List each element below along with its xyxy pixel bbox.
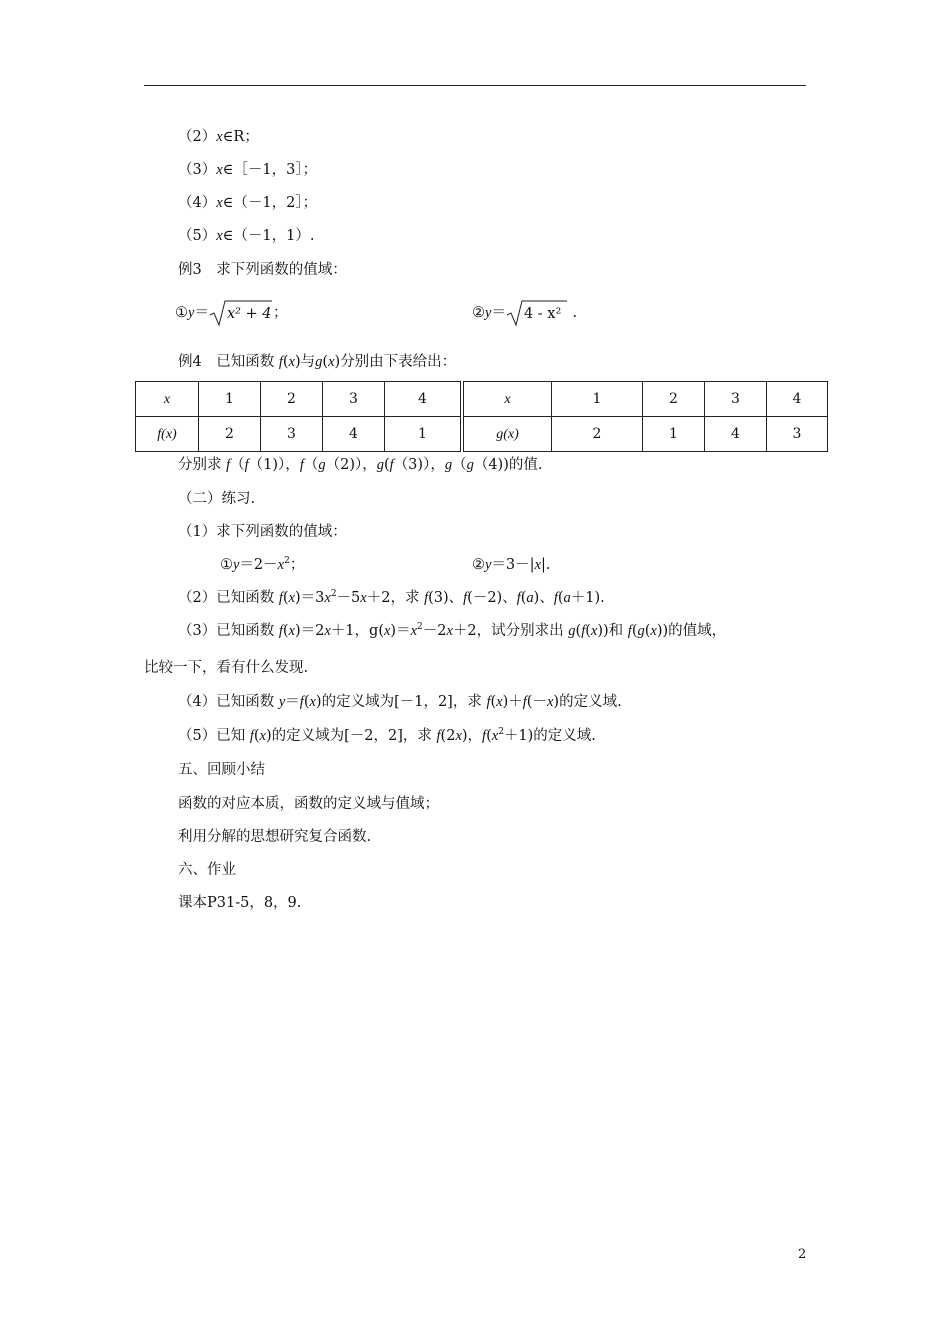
practice-heading: （二）练习. [178,491,256,507]
practice-3-continued: 比较一下，看有什么发现. [144,660,309,676]
item-2: （2）x∈R； [178,129,259,145]
practice-1-part-b: ②y＝3－|x|. [472,557,551,573]
sqrt-symbol: x² + 4 [209,298,273,328]
practice-1: （1）求下列函数的值域： [178,524,347,540]
practice-4: （4）已知函数 y＝f(x)的定义域为[－1，2]，求 f(x)＋f(－x)的定义域. [178,694,622,710]
summary-line-1: 函数的对应本质，函数的定义域与值域； [178,796,439,812]
sqrt-symbol: 4 - x² [506,298,568,328]
example-4-question: 分别求 f（f（1)），f（g（2)），g(f（3)），g（g（4))的值. [178,457,543,473]
item-4: （4）x∈（－1，2］； [178,195,318,211]
item-5: （5）x∈（－1，1）. [178,228,315,244]
function-value-table [135,381,828,452]
example-4-heading: 例4 已知函数 f(x)与g(x)分别由下表给出： [178,354,457,370]
practice-2: （2）已知函数 $f(x)=3x^2-5x+2$，求 f(3)、f(－2)、f(a)、f(a＋1). [178,589,605,606]
page-number: 2 [798,1247,807,1262]
summary-line-2: 利用分解的思想研究复合函数. [178,829,372,845]
practice-3: （3）已知函数 f(x)＝2x＋1，$g(x)=x^2-2x+2$，试分别求出 g(f(x))和 f(g(x))的值域， [178,622,727,639]
table-row: x 1 2 3 4 x 1 2 3 4 [136,382,828,417]
table-row: f(x) 2 3 4 1 g(x) 2 1 4 3 [136,417,828,452]
header-rule [144,85,806,86]
item-3: （3）x∈［－1，3］； [178,162,318,178]
practice-5: （5）已知 f(x)的定义域为[－2，2]，求 f(2x)，$f(x^2+1)$的定义域. [178,727,596,744]
example-3-heading: 例3 求下列函数的值域： [178,262,347,278]
homework-line: 课本P31-5，8，9. [178,895,302,911]
section-6-heading: 六、作业 [178,862,236,878]
practice-1-part-a: $①y=2-x^2$； [220,556,305,573]
example-3-part-a: ①y＝ x² + 4 ； [175,298,287,328]
example-3-part-b: ②y＝ 4 - x² . [472,298,577,328]
section-5-heading: 五、回顾小结 [178,762,265,778]
